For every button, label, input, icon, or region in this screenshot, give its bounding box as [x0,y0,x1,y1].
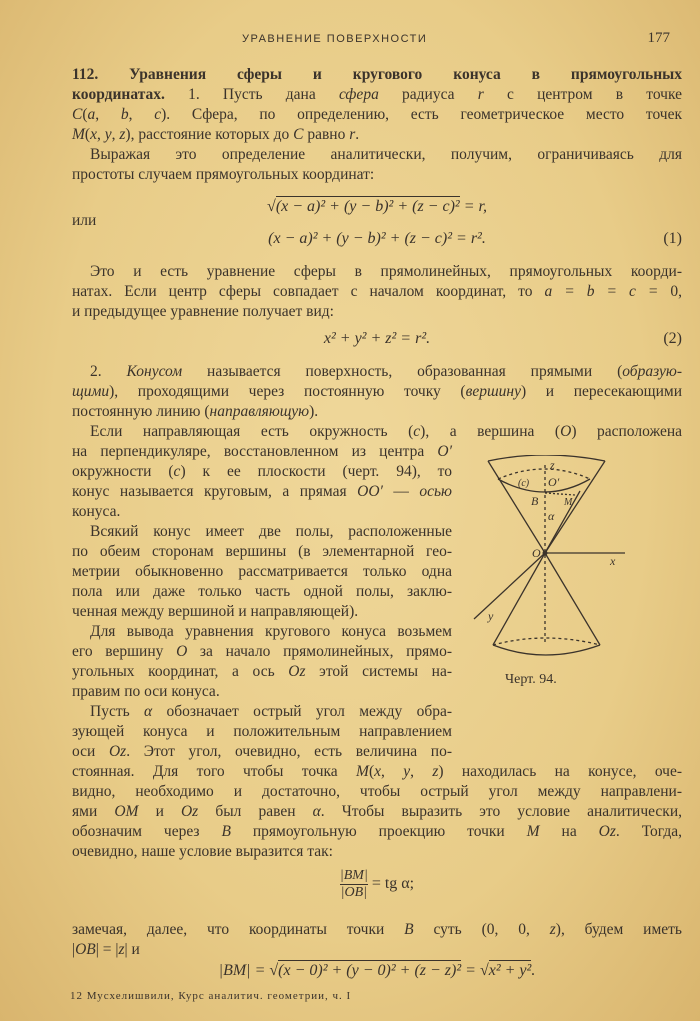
text-line [72,482,452,502]
radicand: (x − 0)² + (y − 0)² + (z − z)² [278,962,462,979]
text-line [72,65,682,85]
text-segment: — [382,483,420,500]
label-z: z [550,458,555,472]
text-segment: O′ [437,443,452,460]
text-segment: ), проходящими через постоянную точку ( [109,383,466,400]
fraction [340,868,368,901]
formula-text: x² + y² + z² = r². [323,330,431,347]
text-segment: по обеим сторонам вершины (в элементарной гео- [72,543,452,560]
text-segment: вершину [465,383,521,400]
text-segment: на [539,823,599,840]
text-segment: равно [303,126,350,143]
text-segment: Конусом [126,363,183,380]
equals: = [461,962,480,979]
text-segment: . Чтобы выразить это условие аналитически, [320,803,682,820]
text-line [72,940,682,960]
text-segment: называется поверхность, образованная прямыми ( [182,363,623,380]
text-line [72,382,682,402]
text-block-cone-narrow [72,442,452,762]
text-segment: за начало прямолинейных, прямо- [187,643,453,660]
text-segment: правим по оси конуса. [72,683,220,700]
text-segment: пола или даже только часть одной полы, заклю- [72,583,452,600]
formula-text: (x − a)² + (y − b)² + (z − c)² = r². [268,230,486,247]
text-segment: Пусть [90,703,144,720]
text-segment: 1. Пусть дана [164,86,339,103]
text-segment: его вершину [72,643,177,660]
text-segment: x [374,763,381,780]
denominator: |OB| [340,885,368,900]
label-x: x [610,554,616,568]
equation-number: (1) [663,230,682,247]
text-segment: , [96,126,105,143]
text-line [72,802,682,822]
text-segment: 2. [90,363,127,380]
text-segment: r [349,126,356,143]
text-segment: 112. Уравнения сферы и кругового конуса в прямоугольных [72,66,682,83]
text-segment: стоянная. Для того чтобы точка [72,763,357,780]
text-segment: прямоугольную проекцию точки [230,823,527,840]
radicand: x² + y² [488,962,532,979]
text-segment: Oz [288,663,306,680]
running-header: УРАВНЕНИЕ ПОВЕРХНОСТИ [242,33,428,45]
text-segment: натах. Если центр сферы совпадает с началом координат, то [72,283,545,300]
text-line [72,762,682,782]
label-y: y [488,609,494,623]
text-line [72,125,682,145]
radical-sign: √ [479,962,489,979]
text-segment: радиуса [378,86,478,103]
text-segment: c [413,423,421,440]
text-segment: щими [72,383,110,400]
text-segment: окружности ( [72,463,174,480]
text-segment: | [72,941,76,958]
text-segment: сфера [338,86,379,103]
text-segment: B [404,921,414,938]
text-line [72,282,682,302]
text-segment: OB [75,941,96,958]
text-segment: простоты случаем прямоугольных координат: [72,166,375,183]
text-line [72,85,682,105]
label-c: (c) [518,478,530,489]
equation-number: (2) [663,330,682,347]
text-line [72,402,682,422]
text-segment: обозначим через [72,823,222,840]
text-segment: , [128,106,155,123]
figure-caption: Черт. 94. [505,672,557,687]
text-line [72,542,452,562]
text-segment: B [221,823,231,840]
bm-segment [545,493,575,495]
text-segment: O [176,643,188,660]
text-segment: с центром в точке [483,86,682,103]
text-segment: Это и есть уравнение сферы в прямолинейных, прямоугольных коорди- [90,263,682,280]
text-line [72,422,682,442]
footer-signature: 12 Мусхелишвили, Курс аналитич. геометрии, ч. I [70,990,352,1002]
text-line [72,262,682,282]
circle-c-front [498,479,590,492]
text-line [72,742,452,762]
label-o: O [532,546,541,560]
text-segment: ), а вершина ( [420,423,561,440]
y-axis [474,553,545,619]
text-line [72,362,682,382]
upper-rim [488,455,605,461]
formula-rhs: = r, [459,198,487,215]
text-segment: . Тогда, [615,823,682,840]
text-segment: α [312,803,321,820]
text-segment: y [104,126,112,143]
text-segment: x [90,126,97,143]
text-line [72,822,682,842]
text-segment: направляющую [209,403,310,420]
text-segment: на перпендикуляре, восстановленном из центра [72,443,438,460]
text-segment: c [173,463,181,480]
text-line [72,462,452,482]
text-segment: ) к ее плоскости (черт. 94), то [180,463,453,480]
text-segment: ). Сфера, по определению, есть геометрическое место точек [161,106,683,123]
text-segment: 0, [658,283,683,300]
text-block-cone-condition [72,762,682,862]
text-line [72,562,452,582]
text-segment: Если направляющая есть окружность ( [90,423,414,440]
text-segment: угольных координат, а ось [72,663,289,680]
text-segment: M [526,823,540,840]
text-segment: конуса. [72,503,121,520]
text-segment: очевидно, наше условие выразится так: [72,843,333,860]
text-line [72,502,452,522]
text-line [72,842,682,862]
text-segment: Всякий конус имеет две полы, расположенные [90,523,452,540]
circle-c-back [498,469,590,479]
text-segment: C [293,126,304,143]
text-segment: a = b = c = [544,283,659,300]
text-segment: a [87,106,96,123]
text-segment: C [72,106,83,123]
text-line [72,145,682,165]
text-line [72,582,452,602]
text-segment: Oz [598,823,616,840]
text-segment: Для вывода уравнения кругового конуса возьмем [90,623,452,640]
text-block-coordinates [72,920,682,960]
period: . [531,962,536,979]
text-segment: OM [114,803,139,820]
text-segment: Oz [108,743,127,760]
text-segment: суть (0, 0, [413,921,550,938]
text-segment: ) находилась на конусе, оче- [438,763,683,780]
label-m: M [564,497,573,508]
text-segment: M [72,126,85,143]
radical-sign: √ [269,962,279,979]
text-segment: z [432,763,439,780]
text-line [72,920,682,940]
text-segment: ) и пересекающими [520,383,682,400]
text-line [72,302,682,322]
text-segment: | = | [95,941,119,958]
text-segment: z [549,921,556,938]
text-segment: Выражая это определение аналитически, получим, ограничиваясь для [90,146,682,163]
text-segment: ( [84,126,91,143]
label-alpha: α [548,509,555,523]
text-line [72,165,682,185]
page-number: 177 [647,30,670,46]
text-segment: ченная между вершиной и направляющей). [72,603,359,620]
text-segment: z [118,941,125,958]
text-segment: c [154,106,162,123]
text-segment: осью [419,483,452,500]
label-b: B [531,494,539,508]
vertex-point [543,551,548,556]
text-segment: ), расстояние которых до [125,126,294,143]
text-line [72,442,452,462]
text-segment: замечая, далее, что координаты точки [72,921,405,938]
text-line [72,722,452,742]
text-segment: видно, необходимо и достаточно, чтобы острый угол между направлени- [72,783,682,800]
text-segment: z [119,126,126,143]
text-segment: обозначает острый угол между обра- [152,703,452,720]
lower-rim-back [493,638,600,645]
text-line [72,522,452,542]
text-segment: координатах. [72,86,165,103]
text-segment: конус называется круговым, а прямая [72,483,358,500]
text-segment: ). [309,403,319,420]
text-segment: , [410,763,433,780]
cone-figure [460,455,680,670]
text-line [72,105,682,125]
text-segment: оси [72,743,109,760]
formula-rhs: = tg α; [367,875,415,893]
cone-generator [493,553,545,645]
text-block-sphere [72,65,682,185]
text-segment: Oz [180,803,199,820]
text-segment: ями [72,803,115,820]
numerator: |BM| [339,868,368,883]
text-segment: , [111,126,120,143]
text-segment: M [356,763,369,780]
text-segment: . [355,126,360,143]
text-segment: , [95,106,121,123]
text-line [72,622,452,642]
cone-generator [545,553,600,645]
radicand: (x − a)² + (y − b)² + (z − c)² [275,198,460,215]
lower-rim-front [493,645,600,655]
text-block-cone-def [72,362,682,442]
radical-sign: √ [267,198,276,215]
text-segment: r [477,86,484,103]
label-o-prime: O′ [548,475,560,489]
text-segment: b [120,106,129,123]
text-segment: и [138,803,181,820]
text-line [72,662,452,682]
text-segment: O [560,423,572,440]
text-segment: был равен [198,803,313,820]
text-segment: и предыдущее уравнение получает вид: [72,303,334,320]
text-line [72,682,452,702]
text-segment: y [403,763,411,780]
text-segment: ( [368,763,375,780]
text-segment: . Этот угол, очевидно, есть величина по- [126,743,453,760]
text-segment: метрии обыкновенно рассматривается только одна [72,563,452,580]
text-segment: образую- [622,363,683,380]
text-segment: , [381,763,404,780]
text-line [72,602,452,622]
text-segment: OO′ [357,483,383,500]
text-segment: зующей конуса и положительным направлением [72,723,452,740]
formula-lhs: |BM| = [218,962,270,979]
connector-text: или [72,212,97,229]
text-block-sphere-origin [72,262,682,322]
text-segment: этой системы на- [305,663,452,680]
text-segment: | и [124,941,140,958]
text-segment: α [143,703,153,720]
text-line [72,782,682,802]
text-line [72,642,452,662]
text-segment: ) расположена [571,423,683,440]
text-segment: постоянную линию ( [72,403,210,420]
text-line [72,702,452,722]
text-segment: ( [82,106,88,123]
text-segment: ), будем иметь [555,921,683,938]
